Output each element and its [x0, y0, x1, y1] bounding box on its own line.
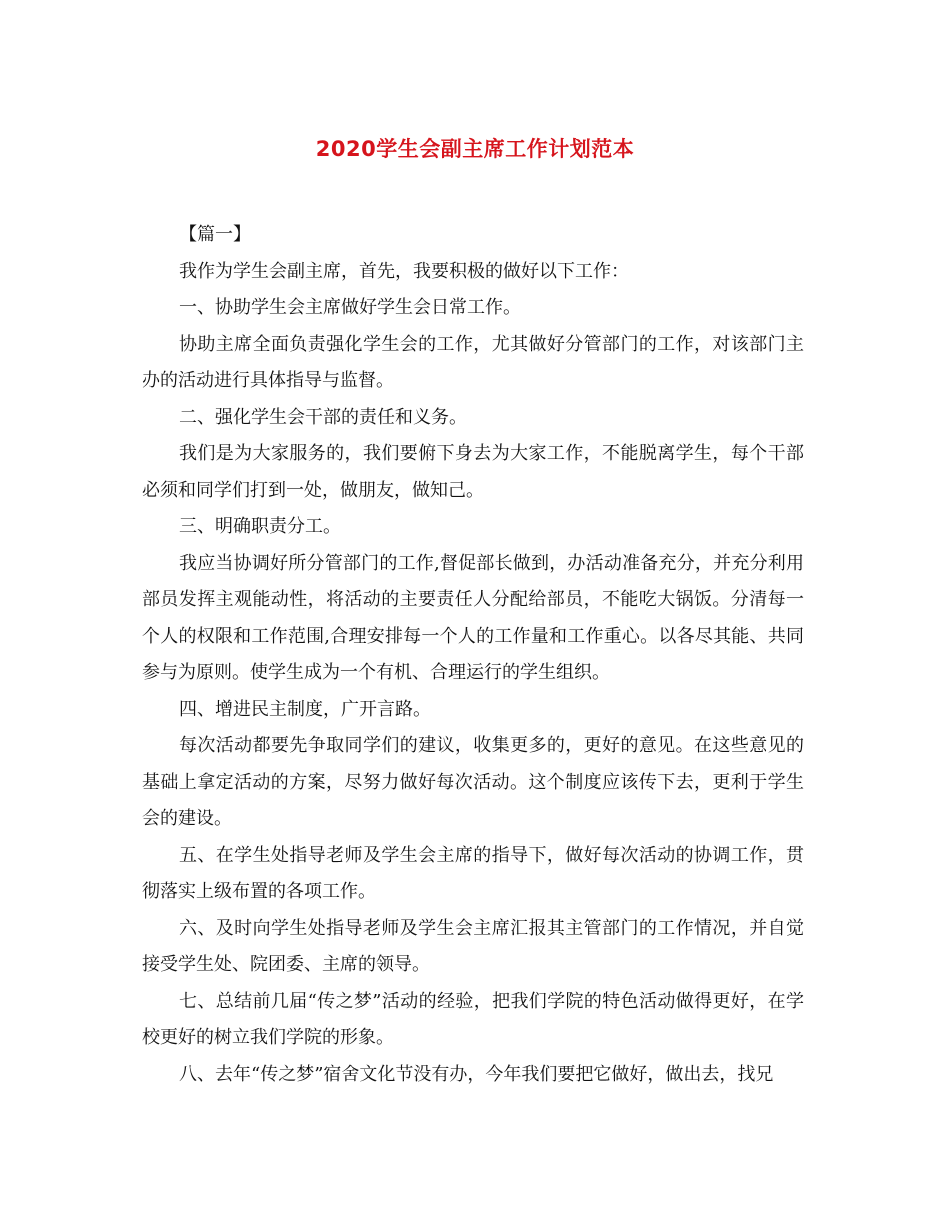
paragraph: 七、总结前几届“传之梦”活动的经验，把我们学院的特色活动做得更好，在学校更好的树立我们学院的形象。 — [142, 990, 804, 1048]
paragraph: 六、及时向学生处指导老师及学生会主席汇报其主管部门的工作情况，并自觉接受学生处、院团委、主席的领导。 — [142, 917, 804, 975]
paragraph: 协助主席全面负责强化学生会的工作，尤其做好分管部门的工作，对该部门主办的活动进行具体指导与监督。 — [142, 333, 804, 391]
document-title: 2020学生会副主席工作计划范本 — [315, 137, 635, 161]
section-tag: 【篇一】 — [179, 224, 251, 245]
paragraph: 我作为学生会副主席，首先，我要积极的做好以下工作： — [179, 260, 629, 282]
paragraph: 我们是为大家服务的，我们要俯下身去为大家工作，不能脱离学生，每个干部必须和同学们打到一处，做朋友，做知己。 — [142, 443, 804, 501]
paragraph: 每次活动都要先争取同学们的建议，收集更多的，更好的意见。在这些意见的基础上拿定活动的方案，尽努力做好每次活动。这个制度应该传下去，更利于学生会的建设。 — [142, 735, 804, 829]
paragraph: 二、强化学生会干部的责任和义务。 — [179, 406, 467, 428]
document-body — [142, 217, 804, 1093]
paragraph: 三、明确职责分工。 — [179, 516, 341, 537]
paragraph: 八、去年“传之梦”宿舍文化节没有办，今年我们要把它做好，做出去，找兄 — [179, 1063, 774, 1085]
paragraph: 我应当协调好所分管部门的工作,督促部长做到，办活动准备充分，并充分利用部员发挥主观能动性，将活动的主要责任人分配给部员，不能吃大锅饭。分清每一个人的权限和工作范围,合理安排每一个人的工作量和工作重心。以各尽其能、共同参与为原则。使学生成为一个有机、合理运行的学生组织。 — [142, 552, 804, 683]
paragraph: 四、增进民主制度，广开言路。 — [179, 698, 431, 720]
paragraph: 一、协助学生会主席做好学生会日常工作。 — [179, 297, 521, 318]
paragraph: 五、在学生处指导老师及学生会主席的指导下，做好每次活动的协调工作，贯彻落实上级布置的各项工作。 — [142, 844, 804, 902]
